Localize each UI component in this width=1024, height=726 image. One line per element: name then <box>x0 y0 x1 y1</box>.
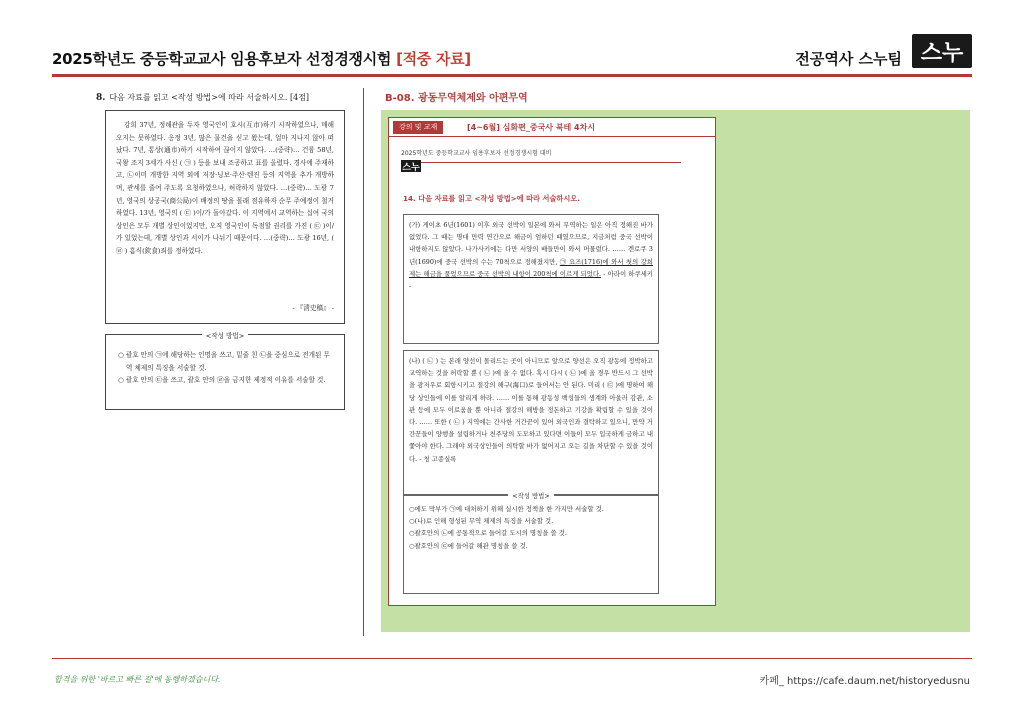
brand-logo <box>912 34 972 68</box>
condition-item: ○ 괄호 안의 ㉢을 쓰고, 괄호 안의 ㉣을 금지한 제정적 이유를 서술할 것. <box>118 376 326 385</box>
passage-a-cite: - 아라이 하쿠세키 - <box>409 269 653 291</box>
column-divider <box>363 88 364 636</box>
tab-text: [4~6월] 심화편_중국사 북테 4차시 <box>467 123 596 132</box>
card-tab-bar <box>389 118 715 137</box>
source-citation: - 『淸史稿』 - <box>292 304 334 313</box>
passage-b-text: (나) ( ㉡ ) 는 본래 양선이 몰리드는 곳이 아니므로 앞으로 양선은 오직 광동에 정박하고 교역하는 것을 허락할 뿐 ( ㉡ )에 올 수 없다. 혹시 다시 ( ㉡ )에 올 경우 반드시 그 선박을 광저우로 회항시키고 절강의 해구(海口)로 들어서는 안 된다. 미리 ( ㉢ )에 명하여 해당 상인들에 이를 알리게 하라. …… 이를 통해 광동성 백성들의 생계와 아울러 감관, 소관 등에 모두 이로움을 뿐 아니라 절강의 해방을 정돈하고 기강을 확립할 수 있을 것이다. …… 또한 ( ㉡ ) 지역에는 간사한 거간꾼이 있어 외국인과 결탁하고 있으니, 만약 거간꾼들이 양행을 설립하거나 천주당의 도모하고 있다면 이들이 모두 입국하게 금하고 내쫓아야 한다. 그래야 외국상인들이 의탁할 바가 없어지고 오는 길을 차단할 수 있을 것이다. <box>409 357 653 463</box>
condition-item: ○괄호안의 ㉡에 공통적으로 들어갈 도시의 명칭을 쓸 것. <box>409 529 567 538</box>
passage-b <box>403 350 659 496</box>
exam-title-accent: [적중 자료] <box>396 50 471 68</box>
svg-text:스누: 스누 <box>402 163 420 172</box>
inner-logo-icon <box>401 160 421 172</box>
footer-slogan: 합격을 위한 '바르고 빠른 길'에 동행하겠습니다. <box>54 675 221 684</box>
source-box <box>105 110 345 324</box>
exam-title-main: 2025학년도 중등학교교사 임용후보자 선정경쟁시험 <box>52 50 392 68</box>
right-conditions-box <box>403 494 659 594</box>
conditions-list <box>116 349 334 387</box>
condition-item: ○(나)로 인해 형성된 무역 체제의 특징을 서술할 것. <box>409 517 554 526</box>
conditions-label: <작성 방법> <box>106 330 344 343</box>
passage-a-underlined: ㉠ 요즈(1716)에 와서 첫의 강희제는 해금을 풀었으므로 중국 선박의 내항이 200척에 이르게 되었다. <box>409 257 653 278</box>
svg-text:스누: 스누 <box>920 41 964 66</box>
source-text: 강희 37년, 정해관을 두자 영국인이 호시(互市)하기 시작하였으나, 매해 오지는 못하였다. 옹정 3년, 많은 물건을 싣고 왔는데, 얼마 지나지 않아 떠났다. 7년, 통상(通市)하기 시작하여 끊이지 않았다. …(중략)… 건륭 58년, 국왕 조지 3세가 사신 ( ㉠ ) 등을 보내 조공하고 표를 올렸다. 경사에 주재하고, ㉡이미 개방한 지역 외에 저장·닝보·주산·텐진 등의 지역을 추가 개방하며, 관세를 줄여 주도록 요청하였으나, 허락하지 않았다. …(중략)… 도광 7년, 영국의 상공국(商公局)이 배정의 땅을 몰래 점유하자 순무 주예정이 철거하였다. 13년, 영국의 ( ㉢ )이/가 돌아갔다. 이 지역에서 교역하는 십여 국의 상인은 모두 개별 상인이었지만, 오직 영국인이 독점할 권리를 가진 ( ㉢ )이/가 있었는데, 개별 상인과 서이가 나뉘기 때문이다. …(중략)… 도광 16년, ( ㉣ ) 흠식(欽食)죄를 정하였다. <box>116 121 334 255</box>
exam-title <box>52 48 471 69</box>
right-conditions-list <box>409 503 653 552</box>
question-text: 다음 자료를 읽고 <작성 방법>에 따라 서술하시오. [4점] <box>109 93 310 102</box>
page-header <box>52 41 972 74</box>
tab-label: 강의 및 교재 <box>393 121 443 134</box>
condition-item: ○ 괄호 안의 ㉠에 해당하는 인명을 쓰고, 밑줄 친 ㉡을 중심으로 전개된 무역 체제의 특징을 서술할 것. <box>118 351 330 372</box>
condition-item: ○괄호안의 ㉢에 들어갈 해관 명칭을 쓸 것. <box>409 541 528 550</box>
material-card <box>388 117 716 606</box>
inner-logo <box>401 160 421 172</box>
section-title: B-08. 광동무역체제와 아편무역 <box>385 93 528 104</box>
condition-item: ○에도 막부가 ㉠에 대처하기 위해 실시한 정책을 한 가지만 서술할 것. <box>409 505 604 513</box>
conditions-box <box>105 334 345 410</box>
inner-question: 14. 다음 자료를 읽고 <작성 방법>에 따라 서술하시오. <box>403 194 580 203</box>
inner-header: 2025학년도 중등학교교사 임용후보자 선정경쟁시험 대비 <box>401 150 552 157</box>
passage-b-cite: - 청 고종실록 <box>419 454 457 463</box>
passage-a-text: (가) 게이초 6년(1601) 이후 외국 선박이 일본에 와서 무역하는 일은 아직 정해진 바가 없었다. 그 때는 명대 만력 연간으로 해금이 엄하던 때였으므로, 지금처럼 중국 선박이 내항하지도 않았다. 나가사키에는 다만 서양의 배들만이 와서 머물렀다. …… 겐로쿠 3년(1690)에 중국 선박의 수는 70척으로 정해졌지만, <box>409 221 653 266</box>
question-title <box>96 92 309 103</box>
header-rule <box>52 74 972 77</box>
footer-rule <box>52 658 972 659</box>
question-number: 8. <box>96 93 106 103</box>
right-conditions-label: <작성 방법> <box>404 490 658 502</box>
brand-name: 전공역사 스누팀 <box>795 50 902 68</box>
footer-cafe-link[interactable]: 카페_ https://cafe.daum.net/historyedusnu <box>759 676 970 687</box>
brand-logo-icon <box>912 34 972 68</box>
passage-a <box>403 214 659 344</box>
inner-rule <box>401 162 681 163</box>
